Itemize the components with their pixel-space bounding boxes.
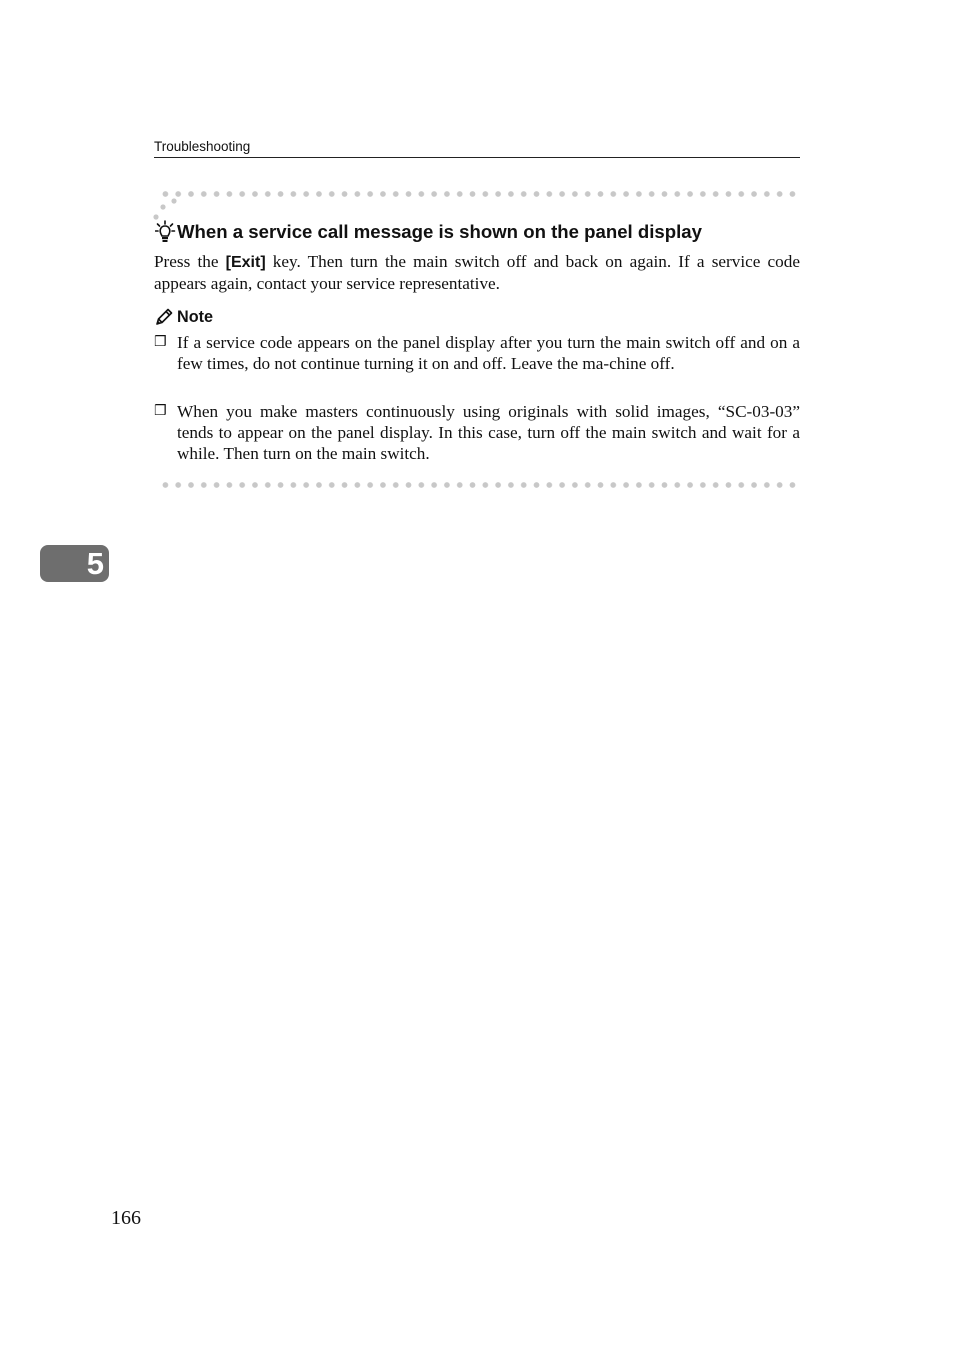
note-label: Note xyxy=(177,307,213,326)
running-header: Troubleshooting xyxy=(154,139,800,158)
intro-paragraph: Press the [Exit] key. Then turn the main switch off and back on again. If a service code appears again, contact your service representative. xyxy=(154,252,800,293)
section-heading xyxy=(155,220,815,244)
section-title: When a service call message is shown on the panel display xyxy=(177,221,702,242)
lightbulb-icon xyxy=(155,220,177,244)
note-heading xyxy=(154,307,213,327)
chapter-tab: 5 xyxy=(40,545,109,582)
note-item xyxy=(154,332,800,374)
dotted-rule-bottom xyxy=(159,481,799,489)
page-number: 166 xyxy=(111,1207,141,1229)
checkbox-bullet-icon: ❒ xyxy=(154,334,167,350)
note-item-text: When you make masters continuously using originals with solid images, “SC-03-03” tends to appear on the panel display. In this case, turn off the main switch and wait for a while. Then turn on the main switch. xyxy=(177,402,800,463)
checkbox-bullet-icon: ❒ xyxy=(154,403,167,419)
exit-key-label: [Exit] xyxy=(225,254,266,271)
note-item xyxy=(154,401,800,464)
note-item-text: If a service code appears on the panel display after you turn the main switch off and on a few times, do not continue turning it on and off. Leave the ma-chine off. xyxy=(177,333,800,373)
pencil-icon xyxy=(154,307,174,327)
dotted-rule-top xyxy=(159,190,799,198)
